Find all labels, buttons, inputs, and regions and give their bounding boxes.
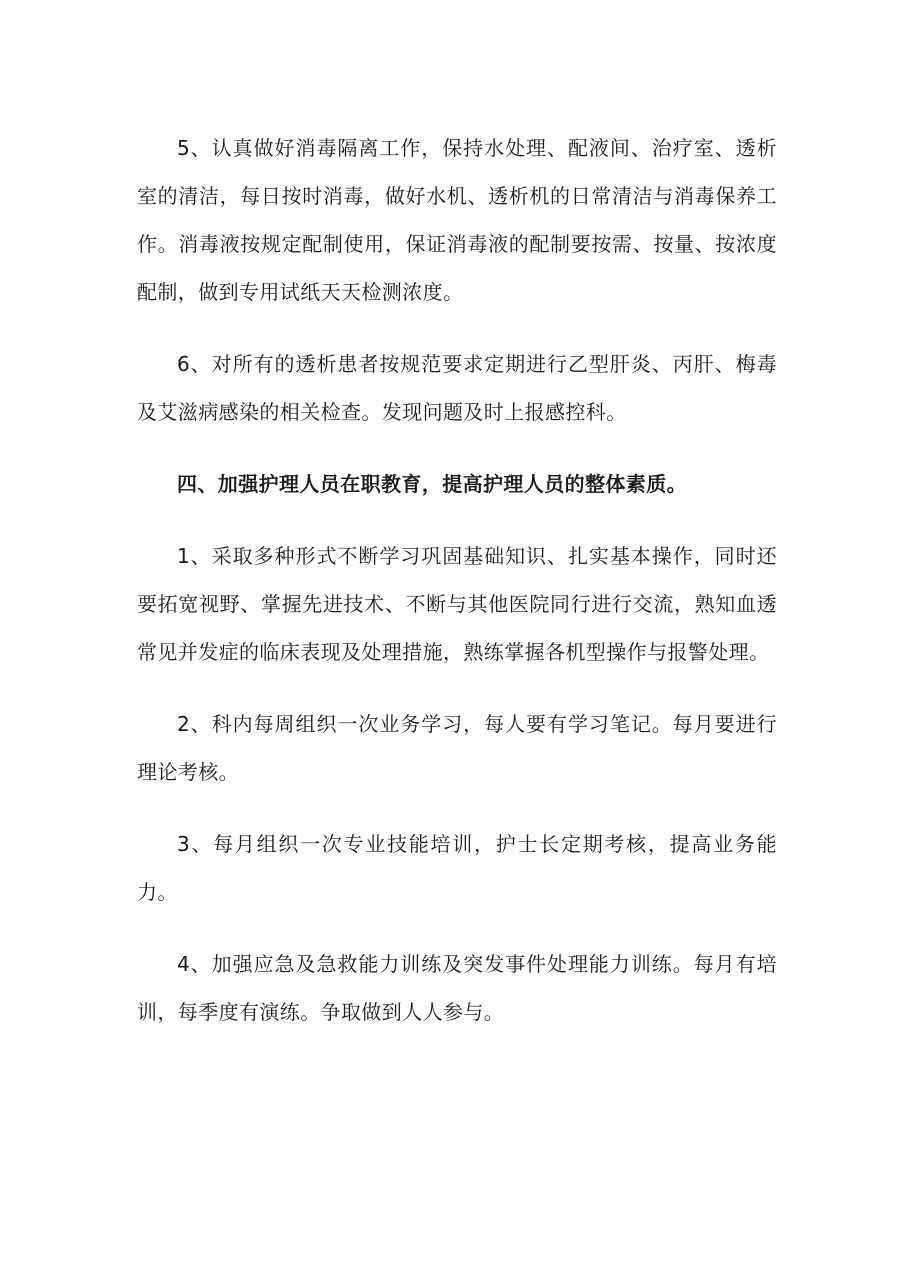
document-page	[137, 124, 777, 1060]
paragraph-item-3: 3、每月组织一次专业技能培训，护士长定期考核，提高业务能力。	[137, 832, 777, 904]
paragraph-item-1: 1、采取多种形式不断学习巩固基础知识、扎实基本操作，同时还要拓宽视野、掌握先进技术、不断与其他医院同行进行交流，熟知血透常见并发症的临床表现及处理措施，熟练掌握各机型操作与报警处理。	[137, 544, 777, 664]
paragraph-item-5: 5、认真做好消毒隔离工作，保持水处理、配液间、治疗室、透析室的清洁，每日按时消毒，做好水机、透析机的日常清洁与消毒保养工作。消毒液按规定配制使用，保证消毒液的配制要按需、按量、按浓度配制，做到专用试纸天天检测浓度。	[137, 136, 777, 304]
paragraph-item-6: 6、对所有的透析患者按规范要求定期进行乙型肝炎、丙肝、梅毒及艾滋病感染的相关检查。发现问题及时上报感控科。	[137, 352, 777, 424]
paragraph-item-2: 2、科内每周组织一次业务学习，每人要有学习笔记。每月要进行理论考核。	[137, 712, 777, 784]
paragraph-item-4: 4、加强应急及急救能力训练及突发事件处理能力训练。每月有培训，每季度有演练。争取做到人人参与。	[137, 952, 777, 1024]
section-heading-4: 四、加强护理人员在职教育，提高护理人员的整体素质。	[177, 472, 687, 496]
